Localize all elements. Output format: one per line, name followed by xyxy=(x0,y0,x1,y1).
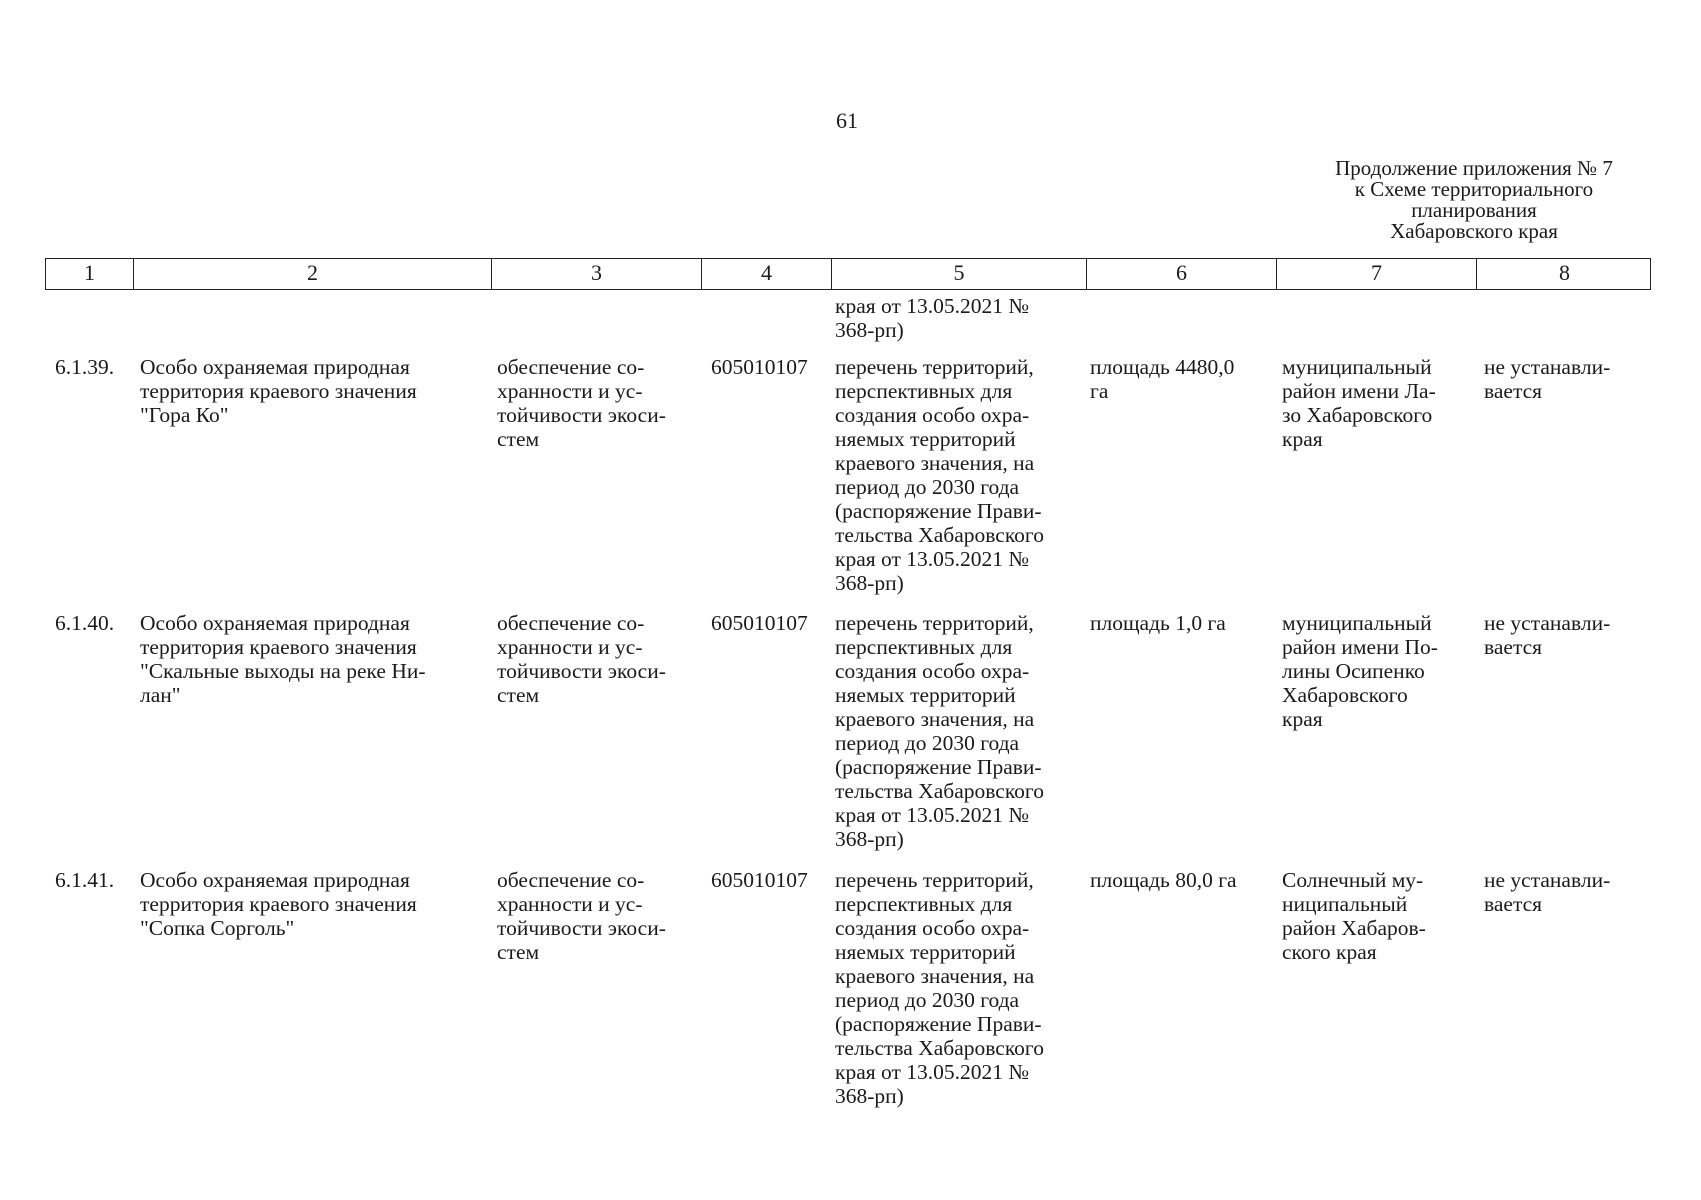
characteristics-cell xyxy=(1090,868,1237,892)
location-cell xyxy=(1282,355,1436,451)
location-cell xyxy=(1282,611,1438,731)
code-cell: 605010107 xyxy=(711,611,808,635)
text-line: территория краевого значения xyxy=(140,379,417,403)
text-line: обеспечение со- xyxy=(497,611,645,635)
text-line: няемых территорий xyxy=(835,940,1016,964)
appendix-line: к Схеме территориального xyxy=(1354,177,1594,201)
text-line: не устанавли- xyxy=(1484,355,1611,379)
text-line: площадь 80,0 га xyxy=(1090,868,1237,892)
page-number: 61 xyxy=(836,108,858,133)
text-line: вается xyxy=(1484,379,1543,403)
text-line: перечень территорий, xyxy=(835,611,1034,635)
text-line: район имени По- xyxy=(1282,635,1438,659)
text-line: хранности и ус- xyxy=(497,892,643,916)
text-line: края от 13.05.2021 № xyxy=(835,803,1029,827)
column-header-6: 6 xyxy=(1086,259,1276,289)
column-header-1: 1 xyxy=(84,260,95,285)
text-line: период до 2030 года xyxy=(835,988,1020,1012)
appendix-line: планирования xyxy=(1411,198,1537,222)
text-line: район Хабаров- xyxy=(1282,916,1426,940)
row-number: 6.1.40. xyxy=(55,611,115,635)
text-line: тельства Хабаровского xyxy=(835,523,1044,547)
text-line: район имени Ла- xyxy=(1282,379,1436,403)
text-line: тойчивости экоси- xyxy=(497,403,666,427)
column-header-2: 2 xyxy=(133,259,491,289)
text-line: няемых территорий xyxy=(835,683,1016,707)
text-line: стем xyxy=(497,940,540,964)
column-header-8: 8 xyxy=(1476,259,1652,289)
text-line: Хабаровского xyxy=(1282,683,1408,707)
object-name-cell xyxy=(140,355,417,427)
text-line: тойчивости экоси- xyxy=(497,659,666,683)
text-line: лины Осипенко xyxy=(1282,659,1425,683)
zones-cell xyxy=(1484,355,1610,403)
text-line: площадь 4480,0 xyxy=(1090,355,1235,379)
table-header-row xyxy=(45,258,1651,290)
text-line: период до 2030 года xyxy=(835,731,1020,755)
text-line: Солнечный му- xyxy=(1282,868,1424,892)
text-line: края xyxy=(1282,707,1323,731)
characteristics-cell xyxy=(1090,611,1226,635)
text-line: "Скальные выходы на реке Ни- xyxy=(140,659,426,683)
text-line: края от 13.05.2021 № xyxy=(835,1060,1029,1084)
text-line: 368-рп) xyxy=(835,571,904,595)
text-line: перечень территорий, xyxy=(835,868,1034,892)
text-line: территория краевого значения xyxy=(140,892,417,916)
text-line: 368-рп) xyxy=(835,318,904,342)
text-line: создания особо охра- xyxy=(835,916,1030,940)
location-cell xyxy=(1282,868,1426,964)
row-number: 6.1.41. xyxy=(55,868,115,892)
basis-cell xyxy=(835,355,1044,595)
text-line: (распоряжение Прави- xyxy=(835,755,1042,779)
text-line: перечень территорий, xyxy=(835,355,1034,379)
text-line: тойчивости экоси- xyxy=(497,916,666,940)
text-line: площадь 1,0 га xyxy=(1090,611,1226,635)
column-header-4: 4 xyxy=(701,259,831,289)
text-line: ского края xyxy=(1282,940,1377,964)
text-line: лан" xyxy=(140,683,181,707)
text-line: не устанавли- xyxy=(1484,868,1611,892)
purpose-cell xyxy=(497,611,666,707)
text-line: га xyxy=(1090,379,1109,403)
text-line: перспективных для xyxy=(835,635,1013,659)
text-line: хранности и ус- xyxy=(497,379,643,403)
basis-cell xyxy=(835,868,1044,1108)
carryover-text xyxy=(835,294,1029,342)
column-header-7: 7 xyxy=(1276,259,1476,289)
text-line: края xyxy=(1282,427,1323,451)
text-line: перспективных для xyxy=(835,379,1013,403)
text-line: вается xyxy=(1484,635,1543,659)
zones-cell xyxy=(1484,611,1610,659)
zones-cell xyxy=(1484,868,1610,916)
text-line: Особо охраняемая природная xyxy=(140,611,410,635)
text-line: создания особо охра- xyxy=(835,403,1030,427)
text-line: края от 13.05.2021 № xyxy=(835,294,1029,318)
appendix-line: Продолжение приложения № 7 xyxy=(1335,156,1613,180)
characteristics-cell xyxy=(1090,355,1234,403)
column-header-3: 3 xyxy=(491,259,701,289)
text-line: (распоряжение Прави- xyxy=(835,1012,1042,1036)
object-name-cell xyxy=(140,868,417,940)
text-line: Особо охраняемая природная xyxy=(140,355,410,379)
text-line: создания особо охра- xyxy=(835,659,1030,683)
text-line: ниципальный xyxy=(1282,892,1408,916)
text-line: не устанавли- xyxy=(1484,611,1611,635)
text-line: края от 13.05.2021 № xyxy=(835,547,1029,571)
text-line: обеспечение со- xyxy=(497,868,645,892)
code-cell: 605010107 xyxy=(711,868,808,892)
appendix-caption xyxy=(1300,158,1648,242)
text-line: стем xyxy=(497,427,540,451)
purpose-cell xyxy=(497,868,666,964)
text-line: муниципальный xyxy=(1282,611,1432,635)
basis-cell xyxy=(835,611,1044,851)
text-line: краевого значения, на xyxy=(835,451,1035,475)
text-line: тельства Хабаровского xyxy=(835,779,1044,803)
text-line: 368-рп) xyxy=(835,827,904,851)
column-header-5: 5 xyxy=(831,259,1086,289)
text-line: стем xyxy=(497,683,540,707)
text-line: Особо охраняемая природная xyxy=(140,868,410,892)
text-line: хранности и ус- xyxy=(497,635,643,659)
object-name-cell xyxy=(140,611,426,707)
text-line: "Сопка Сорголь" xyxy=(140,916,295,940)
text-line: перспективных для xyxy=(835,892,1013,916)
text-line: тельства Хабаровского xyxy=(835,1036,1044,1060)
text-line: (распоряжение Прави- xyxy=(835,499,1042,523)
text-line: зо Хабаровского xyxy=(1282,403,1433,427)
text-line: 368-рп) xyxy=(835,1084,904,1108)
appendix-line: Хабаровского края xyxy=(1390,219,1558,243)
text-line: няемых территорий xyxy=(835,427,1016,451)
text-line: обеспечение со- xyxy=(497,355,645,379)
row-number: 6.1.39. xyxy=(55,355,115,379)
text-line: муниципальный xyxy=(1282,355,1432,379)
code-cell: 605010107 xyxy=(711,355,808,379)
text-line: краевого значения, на xyxy=(835,707,1035,731)
text-line: краевого значения, на xyxy=(835,964,1035,988)
text-line: вается xyxy=(1484,892,1543,916)
purpose-cell xyxy=(497,355,666,451)
text-line: территория краевого значения xyxy=(140,635,417,659)
text-line: "Гора Ко" xyxy=(140,403,229,427)
text-line: период до 2030 года xyxy=(835,475,1020,499)
